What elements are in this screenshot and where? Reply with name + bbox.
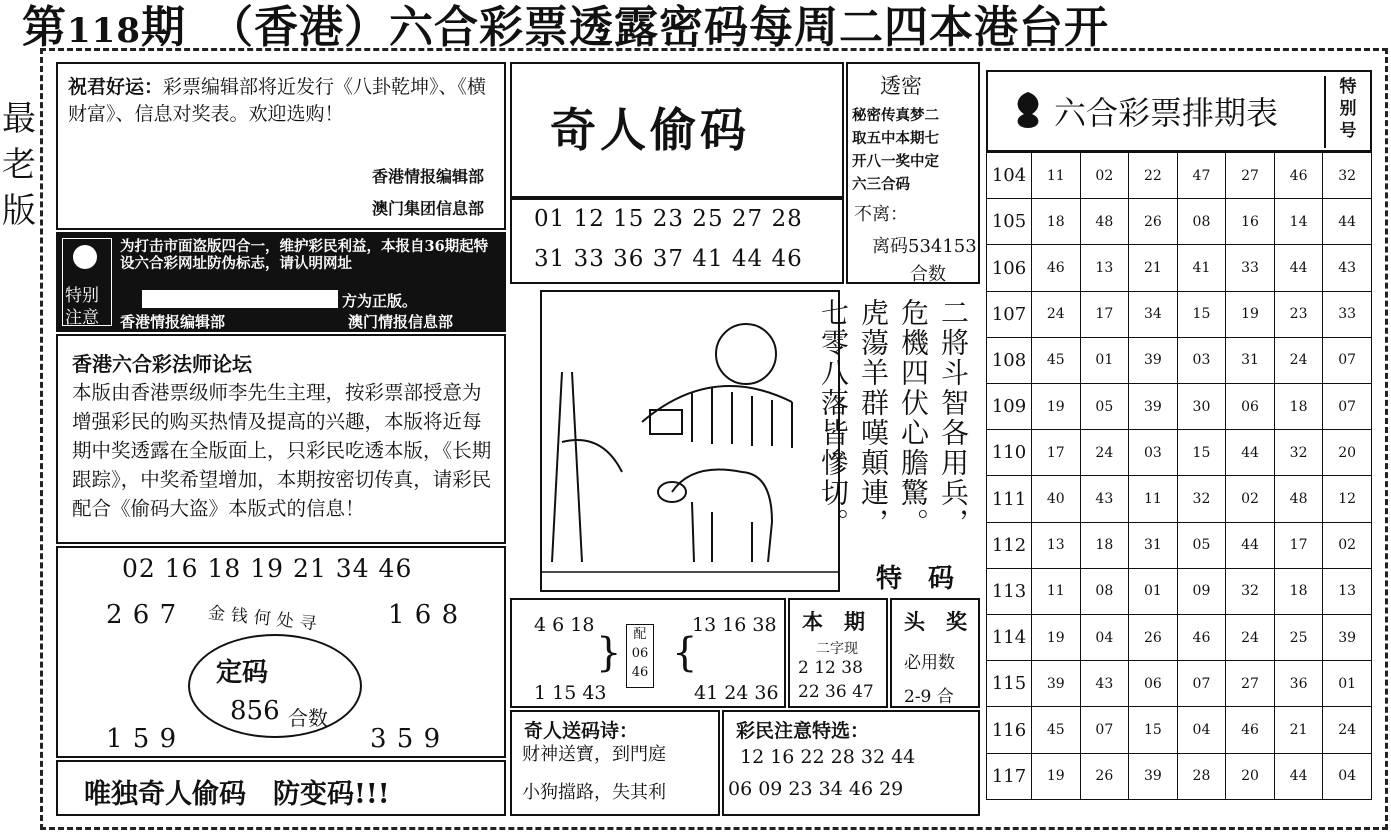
issue-cell: 113 xyxy=(987,568,1032,614)
toumi-panel xyxy=(846,62,980,284)
table-row xyxy=(987,291,1372,337)
special-number-cell: 33 xyxy=(1323,291,1372,337)
number-cell: 21 xyxy=(1129,245,1178,291)
number-cell: 44 xyxy=(1274,753,1323,799)
number-cell: 04 xyxy=(1177,707,1226,753)
poem-col-2: 危機四伏心膽驚。 xyxy=(897,298,930,538)
number-cell: 20 xyxy=(1226,753,1275,799)
table-row xyxy=(987,430,1372,476)
table-row xyxy=(987,615,1372,661)
number-cell: 01 xyxy=(1129,568,1178,614)
number-cell: 48 xyxy=(1080,199,1129,245)
issue-cell: 105 xyxy=(987,199,1032,245)
headline-prefix: 第 xyxy=(22,2,67,53)
issue-cell: 108 xyxy=(987,337,1032,383)
number-cell: 39 xyxy=(1032,661,1081,707)
fixed-code-numbers: 02 16 18 19 21 34 46 xyxy=(122,554,413,583)
toumi-line: 取五中本期七 xyxy=(852,130,939,147)
number-cell: 18 xyxy=(1032,199,1081,245)
dragon-icon xyxy=(1010,88,1046,132)
number-cell: 27 xyxy=(1226,153,1275,199)
special-number-cell: 02 xyxy=(1323,522,1372,568)
number-cell: 15 xyxy=(1177,430,1226,476)
issue-cell: 110 xyxy=(987,430,1032,476)
good-luck-title: 祝君好运： xyxy=(68,76,164,98)
notice-sign-2: 澳门情报信息部 xyxy=(348,313,454,331)
forum-title: 香港六合彩法师论坛 xyxy=(72,352,252,376)
toumi-line: 开八一奖中定 xyxy=(852,153,939,170)
toumi-lines xyxy=(852,104,939,196)
fixed-code-center: 定码 xyxy=(216,658,269,688)
pei-right-top: 13 16 38 xyxy=(692,614,777,636)
number-cell: 19 xyxy=(1226,291,1275,337)
table-row xyxy=(987,337,1372,383)
number-cell: 24 xyxy=(1032,291,1081,337)
number-cell: 44 xyxy=(1226,430,1275,476)
number-cell: 32 xyxy=(1177,476,1226,522)
bomb-icon xyxy=(73,245,97,269)
toumi-line: 秘密传真梦二 xyxy=(852,107,939,124)
caimin-title: 彩民注意特选： xyxy=(736,720,870,742)
number-cell: 11 xyxy=(1032,153,1081,199)
number-cell: 31 xyxy=(1129,522,1178,568)
number-cell: 06 xyxy=(1226,384,1275,430)
pei-left-top: 4 6 18 xyxy=(534,614,595,636)
number-cell: 25 xyxy=(1274,615,1323,661)
issue-cell: 115 xyxy=(987,661,1032,707)
poem-col-3: 虎蕩羊群嘆顛連， xyxy=(857,298,890,538)
caimin-row-2: 06 09 23 34 46 29 xyxy=(728,778,904,800)
special-label xyxy=(1324,76,1370,148)
number-cell: 32 xyxy=(1274,430,1323,476)
issue-cell: 114 xyxy=(987,615,1032,661)
side-char: 版 xyxy=(2,191,36,231)
number-cell: 02 xyxy=(1226,476,1275,522)
benqi-row-1: 2 12 38 xyxy=(798,658,863,678)
special-number-cell: 44 xyxy=(1323,199,1372,245)
corner-bottom-right: 3 5 9 xyxy=(370,724,442,754)
benqi-panel xyxy=(788,598,888,708)
number-cell: 15 xyxy=(1129,707,1178,753)
number-cell: 17 xyxy=(1032,430,1081,476)
special-number-cell: 13 xyxy=(1323,568,1372,614)
number-cell: 02 xyxy=(1080,153,1129,199)
toujiang-sub: 必用数 xyxy=(904,653,955,673)
number-cell: 15 xyxy=(1177,291,1226,337)
poem-col-1: 二將斗智各用兵， xyxy=(937,298,970,538)
benqi-sub: 二字现 xyxy=(816,641,858,657)
number-cell: 39 xyxy=(1129,337,1178,383)
caimin-panel xyxy=(722,710,980,816)
schedule-title: 六合彩票排期表 xyxy=(1054,94,1279,132)
number-cell: 39 xyxy=(1129,384,1178,430)
number-cell: 03 xyxy=(1129,430,1178,476)
number-cell: 26 xyxy=(1129,615,1178,661)
headline-title: 期 （香港）六合彩票透露密码每周二四本港台开 xyxy=(140,2,1109,53)
number-cell: 41 xyxy=(1177,245,1226,291)
special-number-cell: 39 xyxy=(1323,615,1372,661)
issue-cell: 109 xyxy=(987,384,1032,430)
landscape-image xyxy=(542,292,838,590)
number-cell: 22 xyxy=(1129,153,1178,199)
issue-cell: 116 xyxy=(987,707,1032,753)
side-label xyxy=(2,96,36,234)
number-cell: 17 xyxy=(1274,522,1323,568)
ox-illustration xyxy=(540,290,840,592)
qiren-title: 奇人偷码 xyxy=(550,103,750,157)
te-ma-label: 特 码 xyxy=(876,564,955,594)
number-cell: 06 xyxy=(1129,661,1178,707)
corner-top-right: 1 6 8 xyxy=(388,600,460,630)
number-cell: 19 xyxy=(1032,615,1081,661)
number-cell: 46 xyxy=(1032,245,1081,291)
brace-right-icon: } xyxy=(596,630,622,676)
special-label-char: 特 xyxy=(1339,77,1357,97)
number-cell: 14 xyxy=(1274,199,1323,245)
number-cell: 39 xyxy=(1129,753,1178,799)
toumi-line: 六三合码 xyxy=(852,176,910,193)
special-number-cell: 24 xyxy=(1323,707,1372,753)
number-cell: 32 xyxy=(1226,568,1275,614)
benqi-title: 本 期 xyxy=(802,609,865,634)
special-number-cell: 43 xyxy=(1323,245,1372,291)
forum-body: 本版由香港票级师李先生主理，按彩票部授意为增强彩民的购买热情及提高的兴趣，本版将近每期中奖透露在全版面上，只彩民吃透本版，《长期跟踪》，中奖希望增加，本期按密切传真，请彩民配合《偷码大盗》本版式的信息！ xyxy=(72,381,492,520)
table-row xyxy=(987,384,1372,430)
pei-left-bottom: 1 15 43 xyxy=(534,682,607,704)
issue-cell: 106 xyxy=(987,245,1032,291)
schedule-header xyxy=(986,70,1372,152)
number-cell: 08 xyxy=(1080,568,1129,614)
number-cell: 01 xyxy=(1080,337,1129,383)
notice-label-top: 特别 xyxy=(65,286,99,306)
issue-number: 118 xyxy=(67,11,141,51)
table-row xyxy=(987,568,1372,614)
number-cell: 45 xyxy=(1032,707,1081,753)
table-row xyxy=(987,476,1372,522)
issue-cell: 117 xyxy=(987,753,1032,799)
qiren-numbers-panel xyxy=(510,198,844,284)
number-cell: 18 xyxy=(1080,522,1129,568)
schedule-table xyxy=(986,152,1372,800)
number-cell: 11 xyxy=(1129,476,1178,522)
pei-right-bottom: 41 24 36 xyxy=(694,682,779,704)
number-cell: 16 xyxy=(1226,199,1275,245)
pei-panel xyxy=(510,598,786,708)
number-cell: 04 xyxy=(1080,615,1129,661)
number-cell: 19 xyxy=(1032,384,1081,430)
fixed-code-panel xyxy=(56,546,506,758)
number-cell: 47 xyxy=(1177,153,1226,199)
number-cell: 46 xyxy=(1177,615,1226,661)
number-cell: 43 xyxy=(1080,661,1129,707)
benqi-row-2: 22 36 47 xyxy=(798,682,874,702)
table-row xyxy=(987,199,1372,245)
special-number-cell: 20 xyxy=(1323,430,1372,476)
fixed-code-sum-label: 合数 xyxy=(288,706,328,730)
special-number-cell: 07 xyxy=(1323,337,1372,383)
pei-center-b: 46 xyxy=(631,665,649,680)
arc-text: 金钱何处寻 xyxy=(207,603,324,635)
number-cell: 07 xyxy=(1177,661,1226,707)
songma-title: 奇人送码诗： xyxy=(524,720,639,742)
slogan-panel xyxy=(56,760,506,816)
notice-label-bottom: 注意 xyxy=(65,308,99,328)
issue-cell: 104 xyxy=(987,153,1032,199)
number-cell: 40 xyxy=(1032,476,1081,522)
number-cell: 34 xyxy=(1129,291,1178,337)
number-cell: 43 xyxy=(1080,476,1129,522)
toumi-heshu: 合数 xyxy=(910,264,946,285)
slogan: 唯独奇人偷码 防变码!!! xyxy=(84,779,390,810)
number-cell: 21 xyxy=(1274,707,1323,753)
number-cell: 24 xyxy=(1080,430,1129,476)
caimin-row-1: 12 16 22 28 32 44 xyxy=(740,746,916,768)
toumi-buli: 不离： xyxy=(854,204,908,225)
table-row xyxy=(987,661,1372,707)
notice-body: 为打击市面盗版四合一，维护彩民利益，本报自36期起特设六合彩网址防伪标志，请认明网址 xyxy=(120,238,489,272)
special-number-cell: 04 xyxy=(1323,753,1372,799)
special-notice-panel xyxy=(56,232,506,332)
side-char: 老 xyxy=(2,145,36,185)
number-cell: 46 xyxy=(1274,153,1323,199)
poem-col-4: 七零八落皆慘切。 xyxy=(817,298,850,538)
toujiang-title: 头 奖 xyxy=(904,609,967,634)
table-row xyxy=(987,153,1372,199)
good-luck-sign-2: 澳门集团信息部 xyxy=(371,199,484,218)
poem-block xyxy=(814,298,982,548)
table-row xyxy=(987,707,1372,753)
number-cell: 48 xyxy=(1274,476,1323,522)
qiren-title-panel xyxy=(510,62,844,198)
good-luck-panel xyxy=(56,62,506,230)
number-cell: 28 xyxy=(1177,753,1226,799)
notice-label xyxy=(62,238,112,326)
number-cell: 05 xyxy=(1080,384,1129,430)
fixed-code-sum: 856 xyxy=(230,696,280,726)
number-cell: 18 xyxy=(1274,568,1323,614)
special-number-cell: 01 xyxy=(1323,661,1372,707)
table-row xyxy=(987,522,1372,568)
special-number-cell: 32 xyxy=(1323,153,1372,199)
number-cell: 24 xyxy=(1226,615,1275,661)
number-cell: 13 xyxy=(1032,522,1081,568)
url-blank xyxy=(142,290,338,308)
toumi-lima: 离码534153 xyxy=(872,236,977,257)
toumi-title: 透密 xyxy=(880,74,922,98)
songma-line-1: 财神送寶，到門庭 xyxy=(522,744,666,765)
number-cell: 05 xyxy=(1177,522,1226,568)
number-cell: 19 xyxy=(1032,753,1081,799)
number-cell: 26 xyxy=(1080,753,1129,799)
qiren-row-2: 31 33 36 37 41 44 46 xyxy=(534,246,803,272)
number-cell: 30 xyxy=(1177,384,1226,430)
number-cell: 44 xyxy=(1226,522,1275,568)
corner-bottom-left: 1 5 9 xyxy=(106,724,178,754)
qiren-row-1: 01 12 15 23 25 27 28 xyxy=(534,206,803,232)
brace-left-icon: { xyxy=(672,630,698,676)
number-cell: 18 xyxy=(1274,384,1323,430)
number-cell: 46 xyxy=(1226,707,1275,753)
pei-center-a: 06 xyxy=(631,646,649,661)
pei-center-box xyxy=(626,624,654,688)
notice-sign-1: 香港情报编辑部 xyxy=(120,313,226,331)
good-luck-sign-1: 香港情报编辑部 xyxy=(371,167,484,186)
special-number-cell: 12 xyxy=(1323,476,1372,522)
number-cell: 27 xyxy=(1226,661,1275,707)
issue-cell: 107 xyxy=(987,291,1032,337)
number-cell: 23 xyxy=(1274,291,1323,337)
number-cell: 26 xyxy=(1129,199,1178,245)
number-cell: 11 xyxy=(1032,568,1081,614)
number-cell: 33 xyxy=(1226,245,1275,291)
songma-line-2: 小狗擋路，失其利 xyxy=(522,782,666,803)
corner-top-left: 2 6 7 xyxy=(106,600,178,630)
table-row xyxy=(987,753,1372,799)
number-cell: 08 xyxy=(1177,199,1226,245)
number-cell: 24 xyxy=(1274,337,1323,383)
number-cell: 36 xyxy=(1274,661,1323,707)
pei-center-label: 配 xyxy=(633,627,647,642)
issue-cell: 111 xyxy=(987,476,1032,522)
special-label-char: 别 xyxy=(1339,99,1357,119)
number-cell: 17 xyxy=(1080,291,1129,337)
number-cell: 03 xyxy=(1177,337,1226,383)
issue-cell: 112 xyxy=(987,522,1032,568)
number-cell: 09 xyxy=(1177,568,1226,614)
forum-panel xyxy=(56,334,506,544)
toujiang-panel xyxy=(890,598,980,708)
special-label-char: 号 xyxy=(1339,121,1357,141)
special-number-cell: 07 xyxy=(1323,384,1372,430)
number-cell: 45 xyxy=(1032,337,1081,383)
number-cell: 07 xyxy=(1080,707,1129,753)
notice-body-tail: 方为正版。 xyxy=(342,292,418,310)
number-cell: 13 xyxy=(1080,245,1129,291)
side-char: 最 xyxy=(2,99,36,139)
songma-panel xyxy=(510,710,720,816)
number-cell: 44 xyxy=(1274,245,1323,291)
toujiang-range: 2-9 合 xyxy=(904,687,954,707)
number-cell: 31 xyxy=(1226,337,1275,383)
good-luck-body: 彩票编辑部将近发行《八卦乾坤》、《横财富》、信息对奖表。欢迎选购！ xyxy=(68,76,487,125)
table-row xyxy=(987,245,1372,291)
